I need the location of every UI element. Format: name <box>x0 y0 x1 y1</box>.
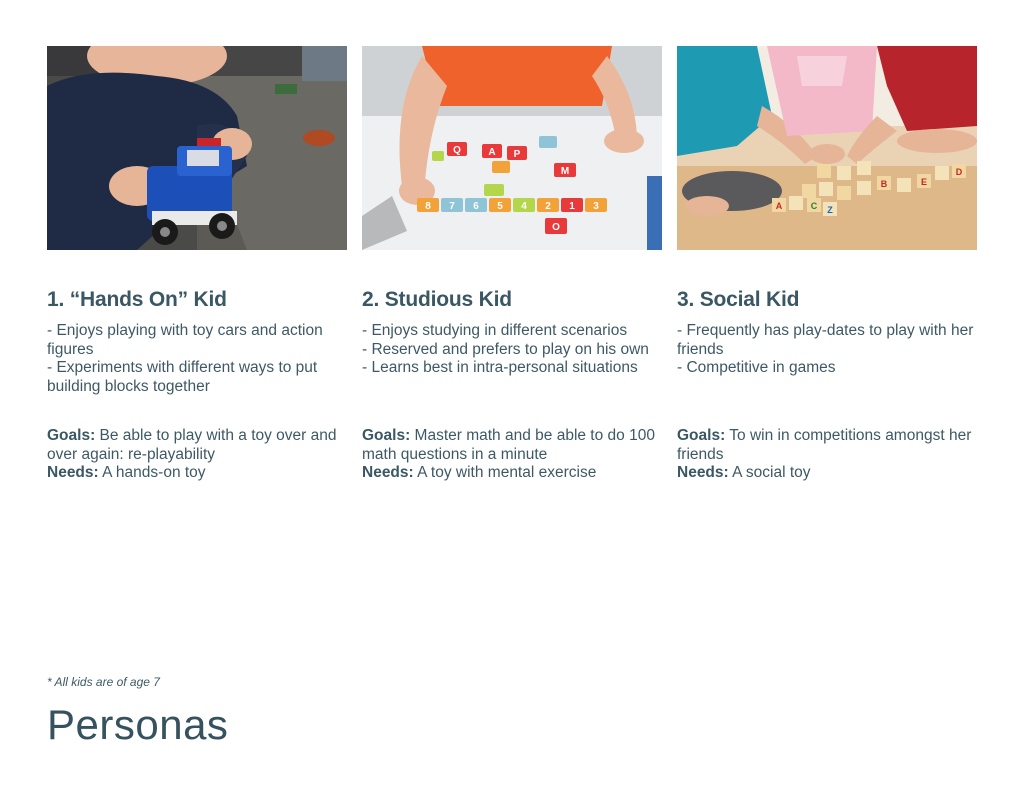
needs-text: A hands-on toy <box>98 464 206 481</box>
age-footnote: * All kids are of age 7 <box>47 675 160 689</box>
block-letter: A <box>775 201 783 211</box>
goals-text: To win in competitions amongst her friends <box>677 427 972 463</box>
persona-goals-needs-hands-on <box>47 427 347 483</box>
goals-label: Goals: <box>362 427 411 444</box>
block-letter: B <box>880 179 888 189</box>
persona-goals-needs-studious <box>362 427 662 483</box>
trait-item: - Frequently has play-dates to play with her friends <box>677 322 974 358</box>
goals-text: Be able to play with a toy over and over again: re-playability <box>47 427 337 463</box>
goals-label: Goals: <box>677 427 726 444</box>
goals-line <box>677 427 977 464</box>
persona-card-studious <box>362 46 662 378</box>
block-letter: C <box>810 201 818 211</box>
persona-photo-studious <box>362 46 662 250</box>
needs-line <box>677 464 977 483</box>
persona-title: 3. Social Kid <box>677 288 800 311</box>
page-title: Personas <box>47 701 229 748</box>
child-math-tiles-image <box>362 46 662 250</box>
goals-label: Goals: <box>47 427 96 444</box>
tile-label: P <box>513 149 521 160</box>
needs-label: Needs: <box>362 464 414 481</box>
needs-line <box>47 464 347 483</box>
tile-label: 7 <box>449 201 455 212</box>
tile-label: 5 <box>497 201 503 212</box>
persona-card-hands-on <box>47 46 347 396</box>
block-letter: E <box>920 177 928 187</box>
block-letter: Z <box>827 205 833 215</box>
persona-traits <box>47 322 347 396</box>
persona-title: 2. Studious Kid <box>362 288 512 311</box>
persona-traits <box>677 322 977 378</box>
tile-label: 6 <box>473 201 479 212</box>
persona-photo-hands-on <box>47 46 347 250</box>
trait-item: - Competitive in games <box>677 359 836 376</box>
needs-text: A toy with mental exercise <box>413 464 597 481</box>
needs-text: A social toy <box>728 464 811 481</box>
tile-label: 4 <box>521 201 527 212</box>
goals-text: Master math and be able to do 100 math questions in a minute <box>362 427 655 463</box>
block-letter: D <box>955 167 963 177</box>
needs-label: Needs: <box>47 464 99 481</box>
tile-label: Q <box>453 145 461 156</box>
trait-item: - Learns best in intra-personal situations <box>362 359 638 376</box>
goals-line <box>47 427 347 464</box>
tile-label: A <box>488 147 496 158</box>
persona-title: 1. “Hands On” Kid <box>47 288 227 311</box>
persona-photo-social <box>677 46 977 250</box>
tile-label: 1 <box>569 201 575 212</box>
tile-label: 3 <box>593 201 599 212</box>
trait-item: - Enjoys playing with toy cars and action figures <box>47 322 323 358</box>
tile-label: 2 <box>545 201 551 212</box>
persona-card-social <box>677 46 977 378</box>
persona-traits <box>362 322 662 378</box>
tile-label: M <box>560 166 570 177</box>
tile-label: O <box>552 222 560 233</box>
trait-item: - Reserved and prefers to play on his own <box>362 340 649 358</box>
trait-item: - Enjoys studying in different scenarios <box>362 322 628 339</box>
tile-label: 8 <box>425 201 431 212</box>
needs-line <box>362 464 662 483</box>
goals-line <box>362 427 662 464</box>
persona-goals-needs-social <box>677 427 977 483</box>
kids-playing-blocks-image <box>677 46 977 250</box>
child-playing-toy-truck-image <box>47 46 347 250</box>
trait-item: - Experiments with different ways to put building blocks together <box>47 359 318 395</box>
needs-label: Needs: <box>677 464 729 481</box>
